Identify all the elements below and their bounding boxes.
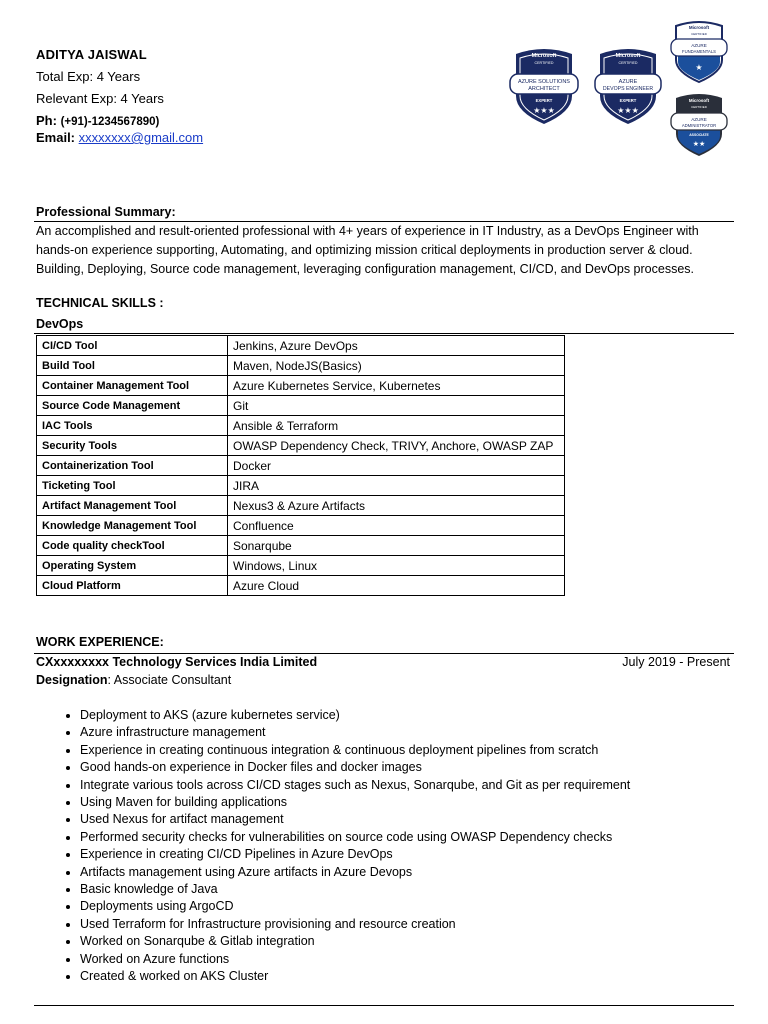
badge3-brand: Microsoft (688, 25, 710, 30)
designation-label: Designation (36, 673, 108, 687)
skill-value: Confluence (228, 516, 565, 536)
badge3-sub: CERTIFIED (691, 32, 707, 36)
list-item: • Worked on Sonarqube & Gitlab integration (80, 933, 768, 950)
skill-category: Security Tools (37, 436, 228, 456)
summary-title: Professional Summary: (36, 205, 176, 219)
skill-value: JIRA (228, 476, 565, 496)
phone-value: (+91)-1234567890) (60, 116, 160, 128)
skill-value: OWASP Dependency Check, TRIVY, Anchore, OWASP ZAP (228, 436, 565, 456)
email-link[interactable]: xxxxxxxx@gmail.com (78, 130, 204, 145)
badge1-level: EXPERT (535, 98, 553, 103)
skills-divider (34, 333, 734, 334)
skill-value: Windows, Linux (228, 556, 565, 576)
skill-category: Ticketing Tool (37, 476, 228, 496)
azure-devops-engineer-badge-icon (594, 46, 662, 126)
skill-value: Maven, NodeJS(Basics) (228, 356, 565, 376)
badge2-brand: Microsoft (615, 53, 641, 59)
experience-title: WORK EXPERIENCE: (36, 635, 164, 649)
skill-value: Jenkins, Azure DevOps (228, 336, 565, 356)
skill-value: Nexus3 & Azure Artifacts (228, 496, 565, 516)
list-item: • Artifacts management using Azure artifacts in Azure Devops (80, 864, 768, 881)
badge1-title1: AZURE SOLUTIONS (518, 79, 570, 85)
skill-value: Azure Kubernetes Service, Kubernetes (228, 376, 565, 396)
badge1-title2: ARCHITECT (528, 86, 560, 92)
table-row (37, 376, 565, 396)
list-item: • Performed security checks for vulnerabilities on source code using OWASP Dependency checks (80, 829, 768, 846)
table-row (37, 356, 565, 376)
badge2-level: EXPERT (619, 98, 637, 103)
table-row (37, 336, 565, 356)
skill-category: CI/CD Tool (37, 336, 228, 356)
badge2-sub: CERTIFIED (618, 61, 638, 65)
skill-category: Containerization Tool (37, 456, 228, 476)
skills-table-body (37, 336, 565, 596)
badge2-title2: DEVOPS ENGINEER (602, 86, 654, 92)
table-row (37, 496, 565, 516)
email-line (36, 130, 203, 145)
total-experience: Total Exp: 4 Years (36, 69, 141, 84)
badge1-brand: Microsoft (531, 53, 557, 59)
skill-value: Sonarqube (228, 536, 565, 556)
badge4-title2: ADMINISTRATOR (681, 123, 717, 128)
skill-value: Git (228, 396, 565, 416)
list-item: • Good hands-on experience in Docker files and docker images (80, 759, 768, 776)
list-item: • Used Nexus for artifact management (80, 811, 768, 828)
badge4-level: ASSOCIATE (689, 133, 709, 137)
skill-category: Code quality checkTool (37, 536, 228, 556)
list-item: • Deployments using ArgoCD (80, 898, 768, 915)
experience-divider (34, 653, 734, 654)
badge2-title1: AZURE (618, 79, 638, 85)
relevant-experience: Relevant Exp: 4 Years (36, 91, 164, 106)
footer-divider (34, 1005, 734, 1006)
skills-subtitle: DevOps (36, 317, 84, 331)
list-item: • Worked on Azure functions (80, 951, 768, 968)
phone-label: Ph: (36, 113, 57, 128)
badge4-title1: AZURE (691, 117, 707, 122)
badge1-sub: CERTIFIED (534, 61, 554, 65)
badge4-sub: CERTIFIED (691, 105, 707, 109)
list-item: • Using Maven for building applications (80, 794, 768, 811)
table-row (37, 536, 565, 556)
table-row (37, 576, 565, 596)
list-item: • Basic knowledge of Java (80, 881, 768, 898)
skill-category: IAC Tools (37, 416, 228, 436)
badge3-title1: AZURE (691, 43, 707, 48)
email-label: Email: (36, 130, 76, 145)
skills-table (36, 335, 565, 596)
badge3-title2: FUNDAMENTALS (682, 49, 716, 54)
table-row (37, 556, 565, 576)
skill-category: Source Code Management (37, 396, 228, 416)
list-item: • Used Terraform for Infrastructure provisioning and resource creation (80, 916, 768, 933)
table-row (37, 476, 565, 496)
skill-value: Docker (228, 456, 565, 476)
list-item: • Integrate various tools across CI/CD stages such as Nexus, Sonarqube, and Git as per requirement (80, 777, 768, 794)
azure-administrator-badge-icon (670, 92, 728, 158)
skill-value: Azure Cloud (228, 576, 565, 596)
table-row (37, 436, 565, 456)
svg-text:★★★: ★★★ (533, 106, 555, 115)
employment-dates: July 2019 - Present (622, 655, 730, 669)
table-row (37, 516, 565, 536)
skill-category: Container Management Tool (37, 376, 228, 396)
table-row (37, 456, 565, 476)
svg-text:★★: ★★ (692, 140, 706, 148)
list-item: • Experience in creating CI/CD Pipelines in Azure DevOps (80, 846, 768, 863)
skills-title: TECHNICAL SKILLS : (36, 296, 164, 310)
azure-fundamentals-badge-icon (670, 20, 728, 84)
svg-text:★★★: ★★★ (617, 106, 639, 115)
designation-line (36, 673, 231, 687)
skill-category: Knowledge Management Tool (37, 516, 228, 536)
company-name: CXxxxxxxxx Technology Services India Limited (36, 655, 318, 669)
list-item: • Created & worked on AKS Cluster (80, 968, 768, 985)
list-item: • Deployment to AKS (azure kubernetes service) (80, 707, 768, 724)
skill-category: Artifact Management Tool (37, 496, 228, 516)
azure-solutions-architect-badge-icon (508, 46, 580, 126)
skill-value: Ansible & Terraform (228, 416, 565, 436)
summary-text: An accomplished and result-oriented professional with 4+ years of experience in IT Industry, as a DevOps Engineer with hands-on experience supporting, Automating, and optimizing mission critical deployments in production server & cloud. Building, Deploying, Source code management, leveraging configuration management, CI/CD, and DevOps processes. (36, 224, 699, 276)
badge4-brand: Microsoft (688, 98, 710, 103)
skill-category: Cloud Platform (37, 576, 228, 596)
phone-line (36, 113, 159, 128)
candidate-name: ADITYA JAISWAL (36, 47, 147, 62)
designation-value: : Associate Consultant (107, 673, 232, 687)
table-row (37, 416, 565, 436)
list-item: • Experience in creating continuous integration & continuous deployment pipelines from scratch (80, 742, 768, 759)
skill-category: Build Tool (37, 356, 228, 376)
duties-list (40, 707, 768, 986)
list-item: • Azure infrastructure management (80, 724, 768, 741)
table-row (37, 396, 565, 416)
skill-category: Operating System (37, 556, 228, 576)
svg-text:★: ★ (695, 63, 703, 72)
